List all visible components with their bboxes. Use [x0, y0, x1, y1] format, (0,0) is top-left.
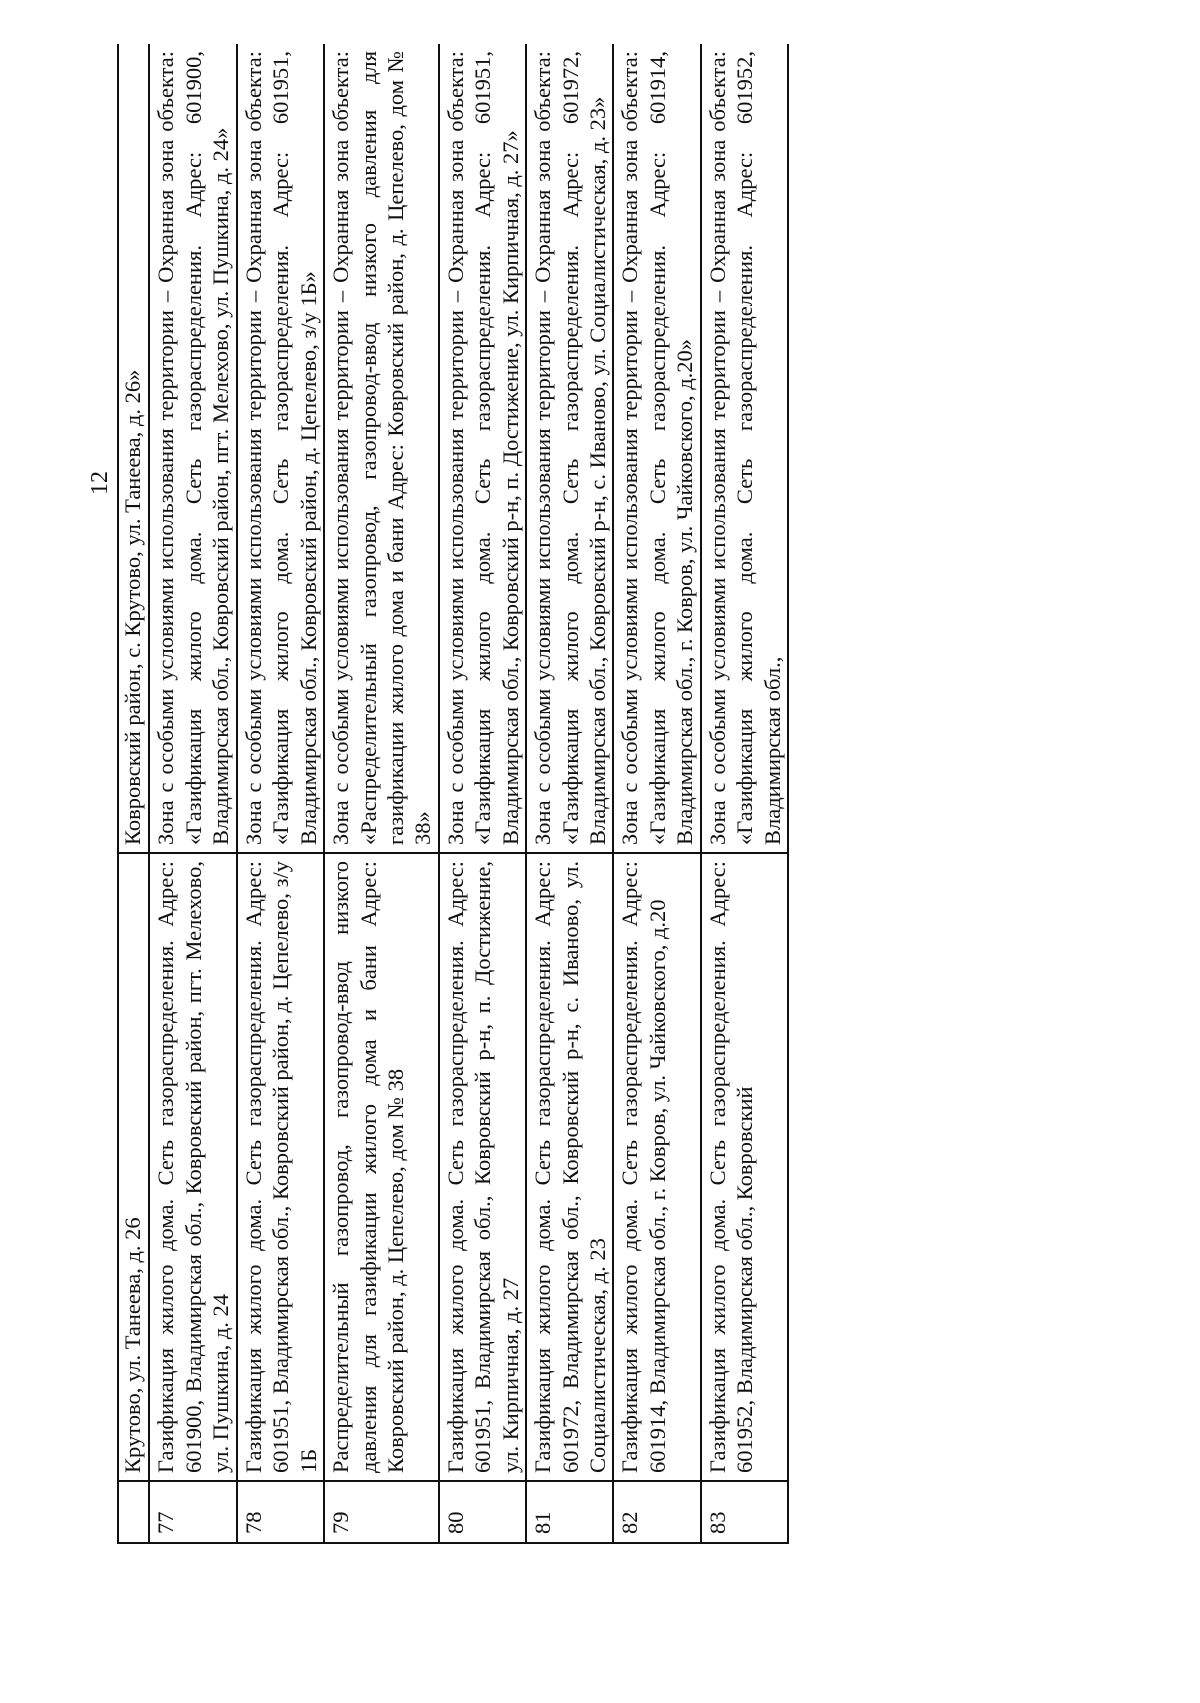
row-number-cell: 80: [439, 1481, 526, 1543]
object-description-cell: Газификация жилого дома. Сеть газораспределения. Адрес: 601914, Владимирская обл., г. Ковров, ул. Чайковского, д.20: [613, 853, 700, 1481]
object-description-cell: Крутово, ул. Танеева, д. 26: [118, 853, 149, 1481]
zone-description-cell: Ковровский район, с. Крутово, ул. Танеева, д. 26»: [118, 44, 149, 853]
zone-description-cell: Зона с особыми условиями использования территории – Охранная зона объекта: «Газификация жилого дома. Сеть газораспределения. Адрес: 601914, Владимирская обл., г. Ковров, ул. Чайковского, д.20»: [613, 44, 700, 853]
row-number-cell: 77: [149, 1481, 236, 1543]
object-description-cell: Газификация жилого дома. Сеть газораспределения. Адрес: 601972, Владимирская обл., Ковровский р-н, с. Иваново, ул. Социалистическая, д. 23: [526, 853, 613, 1481]
table-row: [613, 44, 700, 1543]
table-row-continued: [118, 44, 149, 1543]
row-number-cell: [118, 1481, 149, 1543]
object-description-cell: Газификация жилого дома. Сеть газораспределения. Адрес: 601952, Владимирская обл., Ковровский: [701, 853, 788, 1481]
zone-description-cell: Зона с особыми условиями использования территории – Охранная зона объекта: «Газификация жилого дома. Сеть газораспределения. Адрес: 601972, Владимирская обл., Ковровский р-н, с. Иваново, ул. Социалистическая, д. 23»: [526, 44, 613, 853]
table-row: [701, 44, 788, 1543]
document-table-frame: [117, 44, 1085, 1544]
object-description-cell: Распределительный газопровод, газопровод-ввод низкого давления для газификации жилого дома и бани Адрес: Ковровский район, д. Цепелево, дом № 38: [324, 853, 439, 1481]
row-number-cell: 78: [237, 1481, 324, 1543]
document-table-rotated: [117, 44, 1085, 1544]
table-row: [149, 44, 236, 1543]
table-row: [439, 44, 526, 1543]
row-number-cell: 82: [613, 1481, 700, 1543]
zone-description-cell: Зона с особыми условиями использования территории – Охранная зона объекта: «Газификация жилого дома. Сеть газораспределения. Адрес: 601900, Владимирская обл., Ковровский район, пгт. Мелехово, ул. Пушкина, д. 24»: [149, 44, 236, 853]
zone-description-cell: Зона с особыми условиями использования территории – Охранная зона объекта: «Газификация жилого дома. Сеть газораспределения. Адрес: 601952, Владимирская обл.,: [701, 44, 788, 853]
table-row: [324, 44, 439, 1543]
object-description-cell: Газификация жилого дома. Сеть газораспределения. Адрес: 601951, Владимирская обл., Ковровский район, д. Цепелево, з/у 1Б: [237, 853, 324, 1481]
zone-description-cell: Зона с особыми условиями использования территории – Охранная зона объекта: «Распределительный газопровод, газопровод-ввод низкого давления для газификации жилого дома и бани Адрес: Ковровский район, д. Цепелево, дом № 38»: [324, 44, 439, 853]
zone-description-cell: Зона с особыми условиями использования территории – Охранная зона объекта: «Газификация жилого дома. Сеть газораспределения. Адрес: 601951, Владимирская обл., Ковровский р-н, п. Достижение, ул. Кирпичная, д. 27»: [439, 44, 526, 853]
row-number-cell: 81: [526, 1481, 613, 1543]
zone-description-cell: Зона с особыми условиями использования территории – Охранная зона объекта: «Газификация жилого дома. Сеть газораспределения. Адрес: 601951, Владимирская обл., Ковровский район, д. Цепелево, з/у 1Б»: [237, 44, 324, 853]
object-description-cell: Газификация жилого дома. Сеть газораспределения. Адрес: 601900, Владимирская обл., Ковровский район, пгт. Мелехово, ул. Пушкина, д. 24: [149, 853, 236, 1481]
row-number-cell: 79: [324, 1481, 439, 1543]
zones-table: [117, 44, 789, 1544]
row-number-cell: 83: [701, 1481, 788, 1543]
table-row: [237, 44, 324, 1543]
object-description-cell: Газификация жилого дома. Сеть газораспределения. Адрес: 601951, Владимирская обл., Ковровский р-н, п. Достижение, ул. Кирпичная, д. 27: [439, 853, 526, 1481]
table-row: [526, 44, 613, 1543]
page-number: 12: [87, 471, 113, 495]
